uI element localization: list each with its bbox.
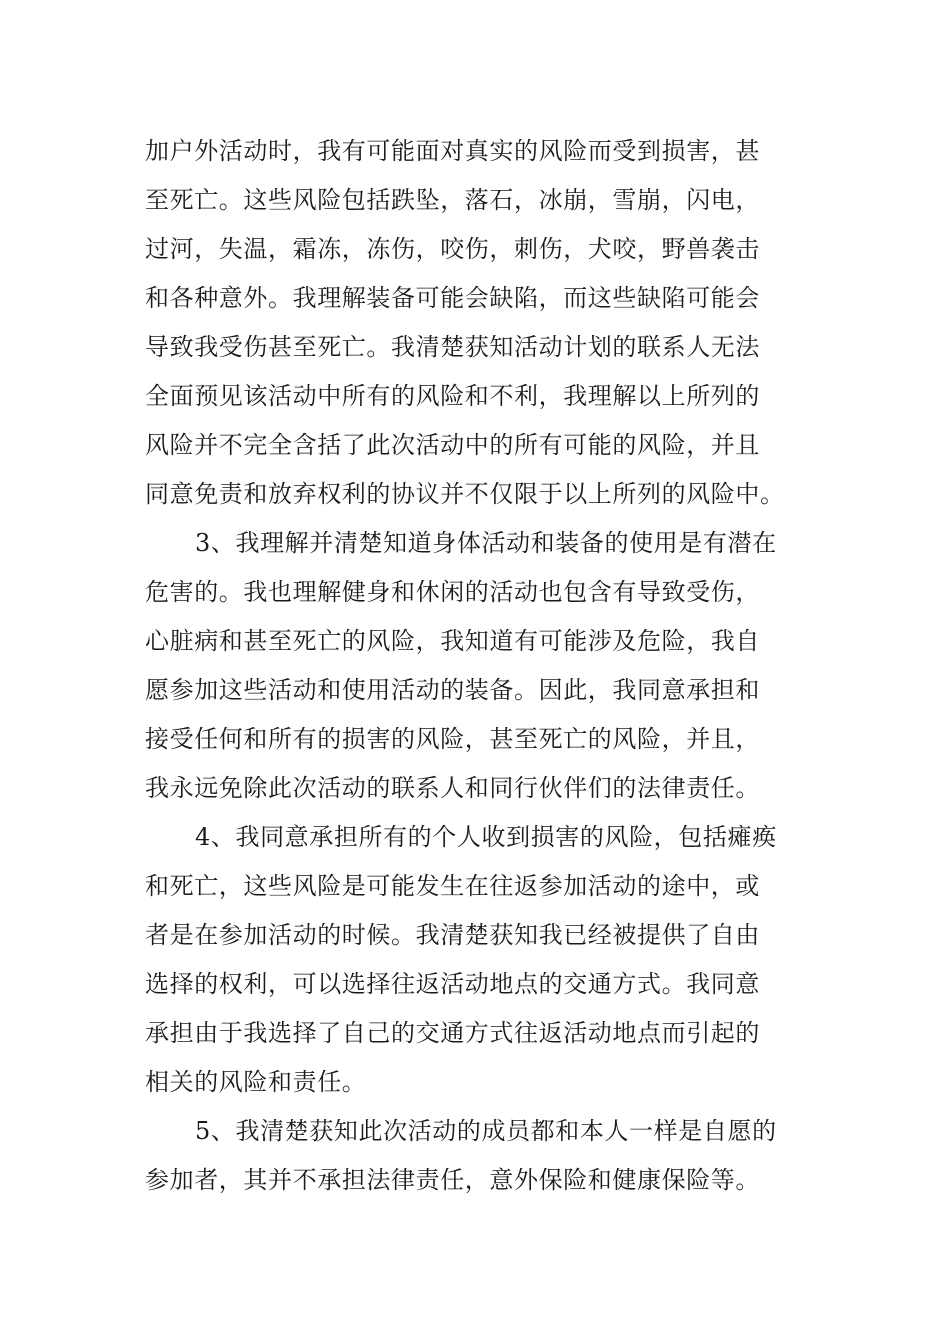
text-line: 加户外活动时，我有可能面对真实的风险而受到损害，甚 bbox=[145, 137, 760, 165]
text-line: 危害的。我也理解健身和休闲的活动也包含有导致受伤， bbox=[145, 578, 760, 606]
text-line: 参加者，其并不承担法律责任，意外保险和健康保险等。 bbox=[145, 1166, 760, 1194]
text-line: 承担由于我选择了自己的交通方式往返活动地点而引起的 bbox=[145, 1019, 760, 1047]
text-line: 全面预见该活动中所有的风险和不利，我理解以上所列的 bbox=[145, 382, 760, 410]
text-line: 3、我理解并清楚知道身体活动和装备的使用是有潜在 bbox=[195, 529, 777, 557]
text-line: 风险并不完全含括了此次活动中的所有可能的风险，并且 bbox=[145, 431, 760, 459]
text-line: 我永远免除此次活动的联系人和同行伙伴们的法律责任。 bbox=[145, 774, 760, 802]
text-line: 和死亡，这些风险是可能发生在往返参加活动的途中，或 bbox=[145, 872, 760, 900]
text-line: 导致我受伤甚至死亡。我清楚获知活动计划的联系人无法 bbox=[145, 333, 760, 361]
text-line: 4、我同意承担所有的个人收到损害的风险，包括瘫痪 bbox=[195, 823, 777, 851]
text-line: 至死亡。这些风险包括跌坠，落石，冰崩，雪崩，闪电， bbox=[145, 186, 760, 214]
text-line: 5、我清楚获知此次活动的成员都和本人一样是自愿的 bbox=[195, 1117, 777, 1145]
text-line: 者是在参加活动的时候。我清楚获知我已经被提供了自由 bbox=[145, 921, 760, 949]
text-line: 过河，失温，霜冻，冻伤，咬伤，刺伤，犬咬，野兽袭击 bbox=[145, 235, 760, 263]
text-line: 愿参加这些活动和使用活动的装备。因此，我同意承担和 bbox=[145, 676, 760, 704]
text-line: 接受任何和所有的损害的风险，甚至死亡的风险，并且， bbox=[145, 725, 760, 753]
text-line: 和各种意外。我理解装备可能会缺陷，而这些缺陷可能会 bbox=[145, 284, 760, 312]
text-line: 选择的权利，可以选择往返活动地点的交通方式。我同意 bbox=[145, 970, 760, 998]
text-line: 心脏病和甚至死亡的风险，我知道有可能涉及危险，我自 bbox=[145, 627, 760, 655]
document-body bbox=[145, 127, 810, 1205]
text-line: 相关的风险和责任。 bbox=[145, 1068, 367, 1096]
text-line: 同意免责和放弃权利的协议并不仅限于以上所列的风险中。 bbox=[145, 480, 785, 508]
